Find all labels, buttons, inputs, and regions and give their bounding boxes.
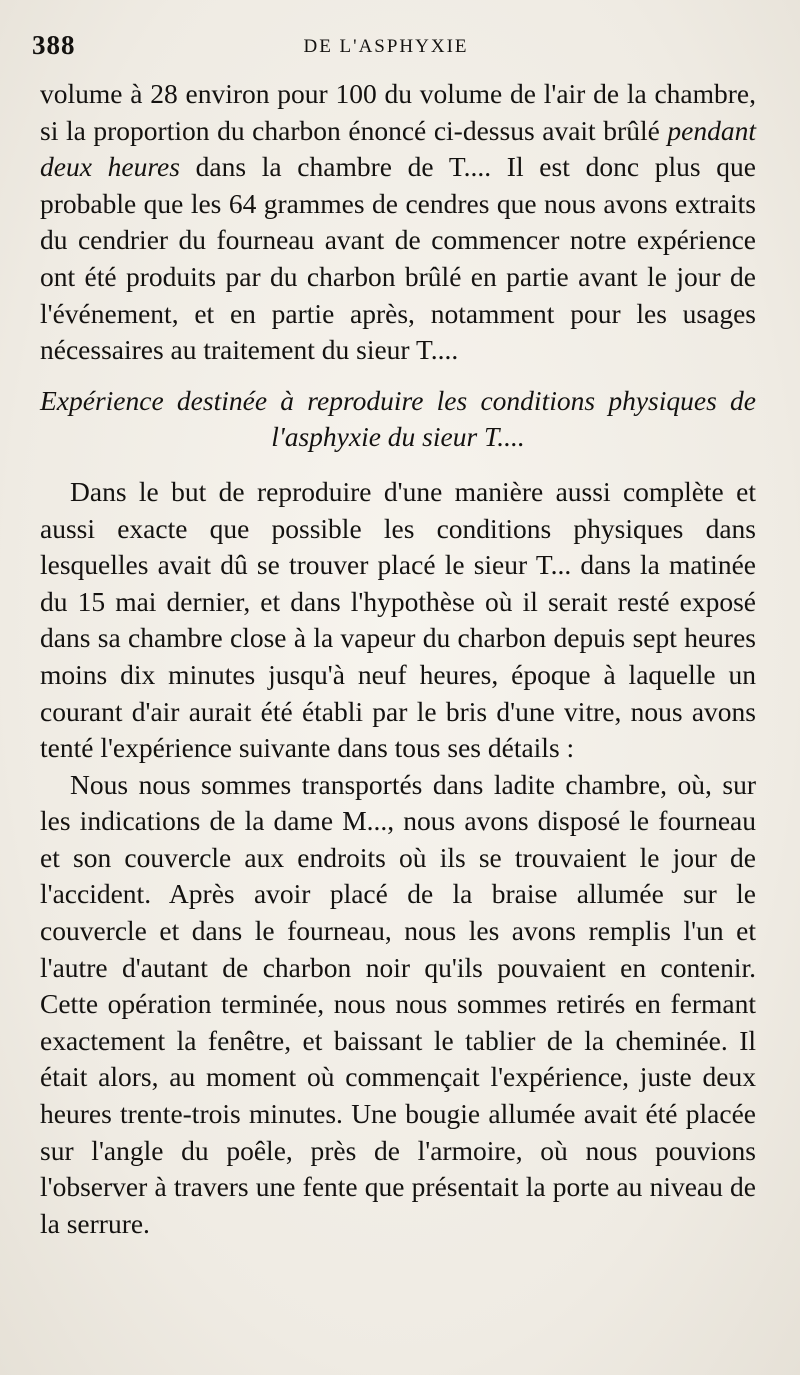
section-title	[40, 383, 756, 456]
section-title-line: Expérience destinée à reproduire les conditions physiques de	[40, 384, 756, 416]
paragraph: Dans le but de reproduire d'une manière aussi complète et aussi exacte que possible les conditions physiques dans lesquelles avait dû se trouver placé le sieur T... dans la matinée du 15 mai dernier, et dans l'hypothèse où il serait resté exposé dans sa chambre close à la vapeur du charbon depuis sept heures moins dix minutes jusqu'à neuf heures, époque à laquelle un courant d'air aurait été établi par le bris d'une vitre, nous avons tenté l'expérience suivante dans tous ses détails :	[40, 475, 756, 764]
paragraph: Nous nous sommes transportés dans ladite chambre, où, sur les indications de la dame M..., nous avons disposé le fourneau et son couvercle aux endroits où ils se trouvaient le jour de l'accident. Après avoir placé de la braise allumée sur le couvercle et dans le fourneau, nous les avons remplis l'un et l'autre d'autant de charbon noir qu'ils pouvaient en contenir. Cette opération terminée, nous nous sommes retirés en fermant exactement la fenêtre, et baissant le tablier de la cheminée. Il était alors, au moment où commençait l'expérience, juste deux heures trente-trois minutes. Une bougie allumée avait été placée sur l'angle du poêle, près de l'armoire, où nous pouvions l'observer à travers une fente que présentait la porte au niveau de la serrure.	[40, 768, 756, 1239]
page-number: 388	[32, 30, 76, 60]
body-text	[40, 76, 756, 1242]
paragraph-text: volume à 28 environ pour 100 du volume de l'air de la chambre, si la proportion du charbon énoncé ci-dessus avait brûlé	[40, 78, 756, 146]
section-title-line: l'asphyxie du sieur T....	[271, 421, 525, 453]
page-header	[32, 30, 740, 70]
paragraph-text: dans la chambre de T.... Il est donc plus que probable que les 64 grammes de cendres que nous avons extraits du cendrier du fourneau avant de commencer notre expérience ont été produits par du charbon brûlé en partie avant le jour de l'événement, et en partie après, notamment pour les usages nécessaires au traitement du sieur T....	[40, 151, 756, 366]
paragraph-continuation	[40, 76, 756, 369]
running-head: DE L'ASPHYXIE	[303, 36, 469, 57]
emphasis-text: pendant deux heures	[40, 114, 756, 183]
